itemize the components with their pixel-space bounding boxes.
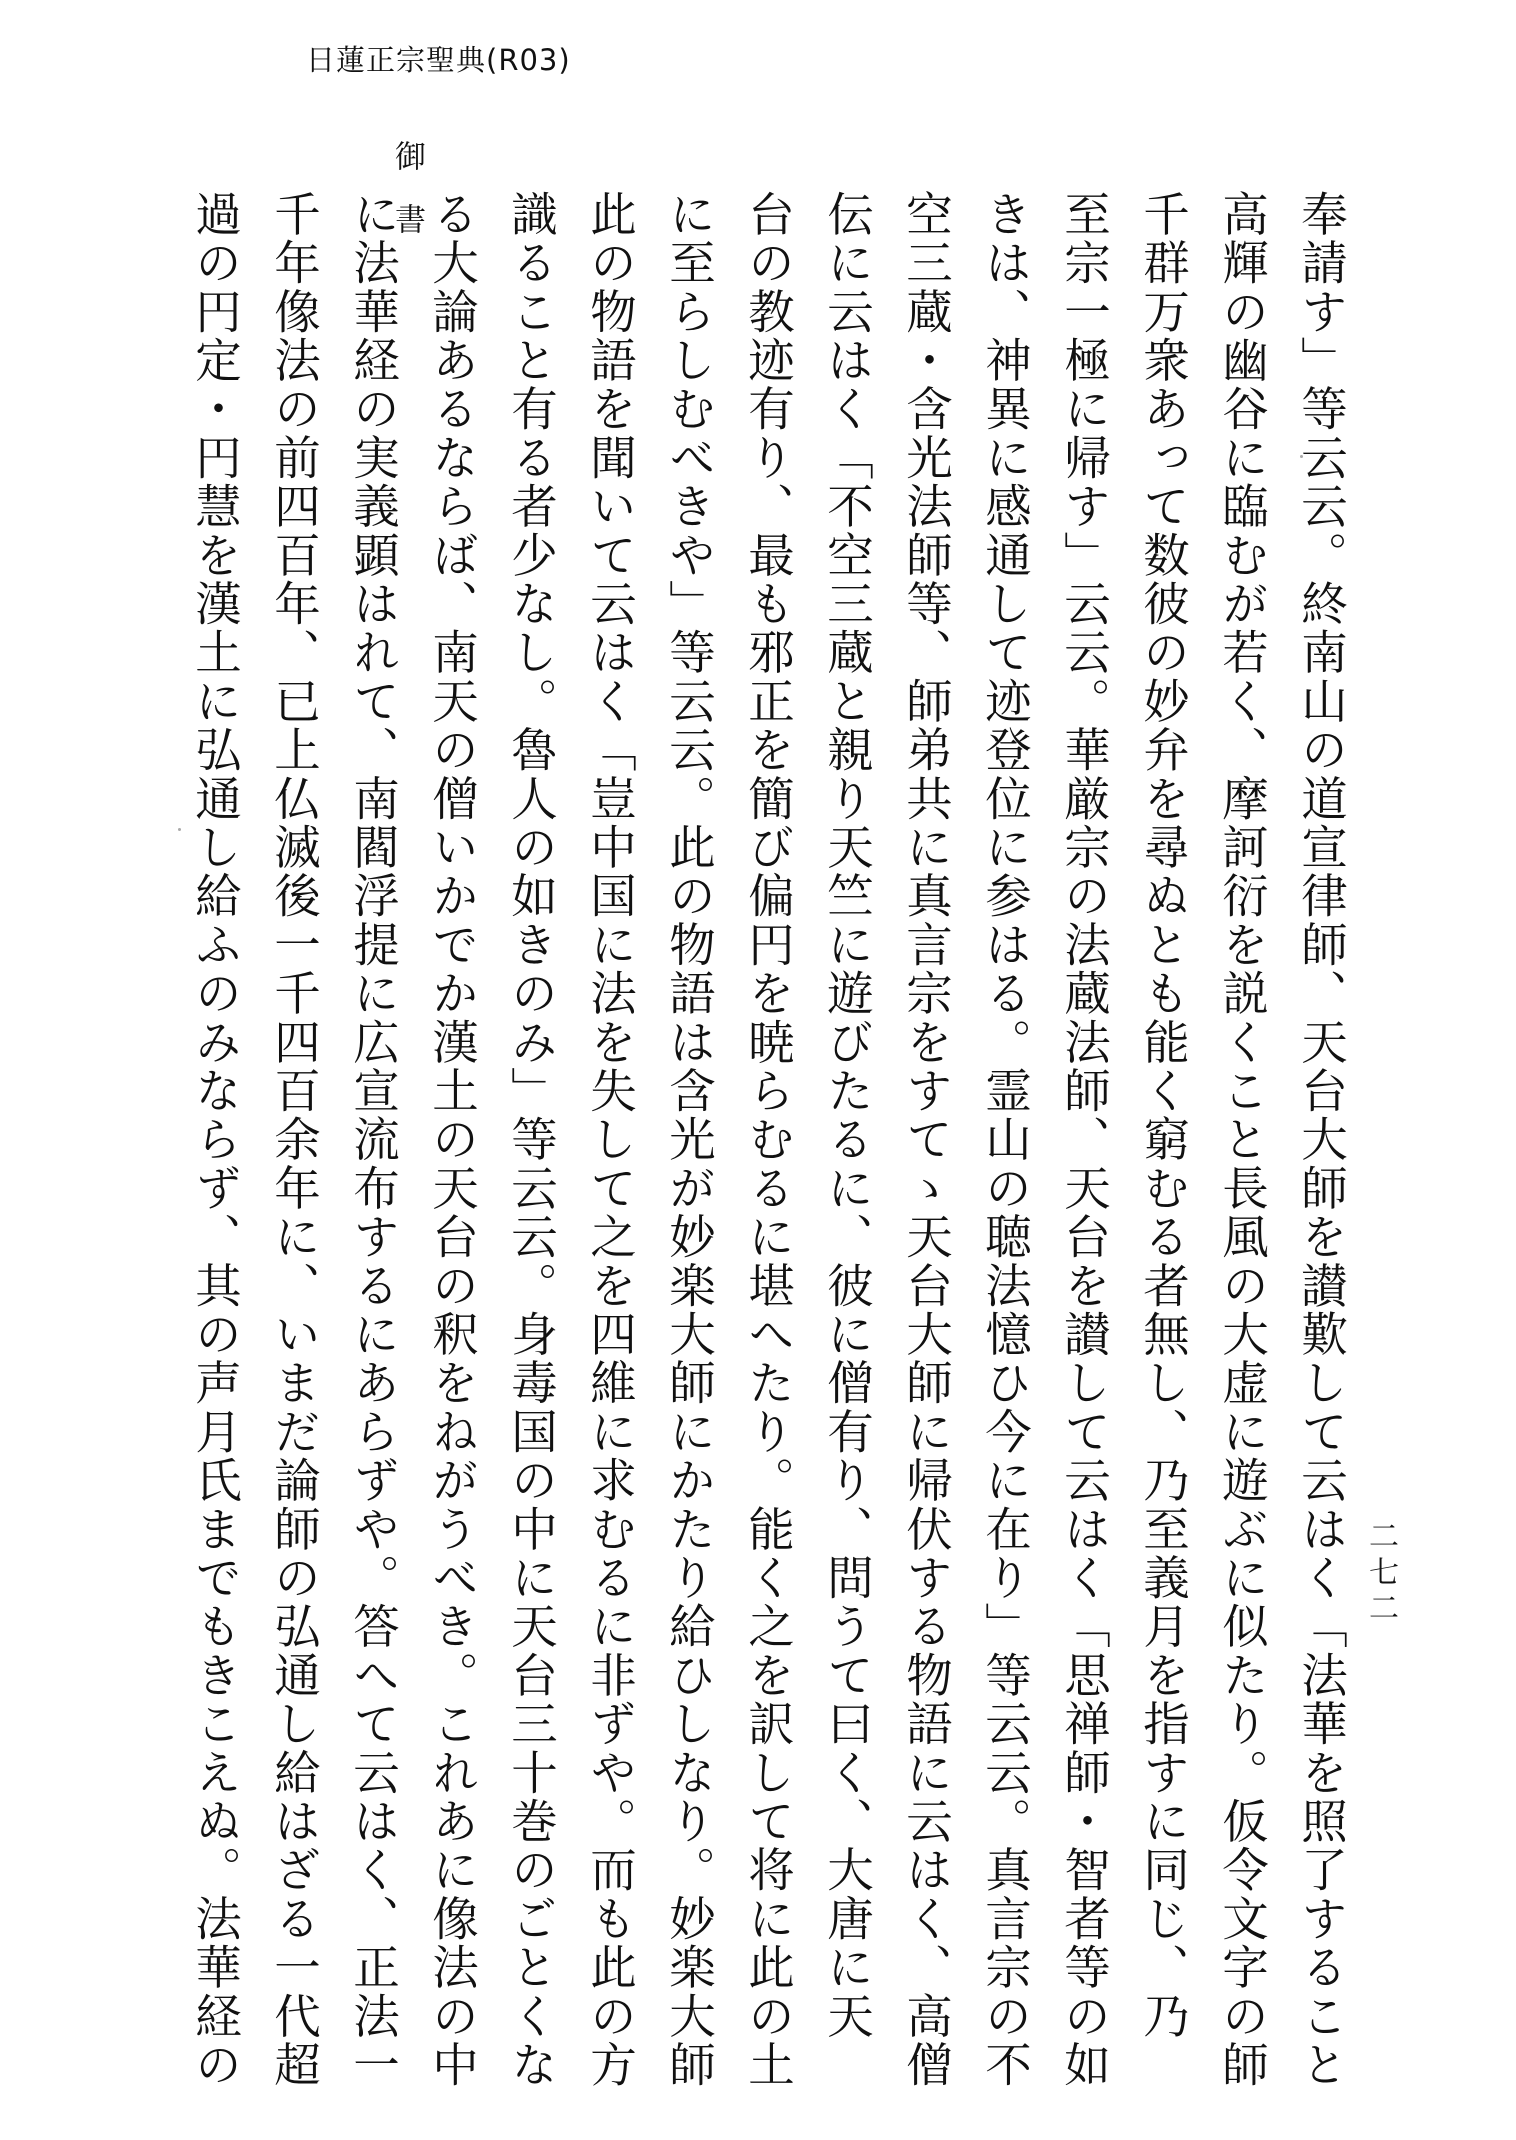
document-title: 日蓮正宗聖典(R03) [306, 43, 571, 77]
text-column: 空三蔵・含光法師等、師弟共に真言宗をすてゝ天台大師に帰伏する物語に云はく、高僧 [899, 190, 953, 2090]
text-column: る大論あるならば、南天の僧いかでか漢土の天台の釈をねがうべき。これあに像法の中 [425, 190, 479, 2090]
text-column: 識ること有る者少なし。魯人の如きのみ」等云云。身毒国の中に天台三十巻のごとくな [504, 190, 558, 2090]
vertical-body-text [188, 190, 1348, 2090]
text-column: 高輝の幽谷に臨むが若く、摩訶衍を説くこと長風の大虚に遊ぶに似たり。仮令文字の師 [1215, 190, 1269, 2090]
text-column: 奉請す」等云云。終南山の道宣律師、天台大師を讃歎して云はく「法華を照了すること [1294, 190, 1348, 2090]
text-column: 台の教迹有り、最も邪正を簡び偏円を暁らむるに堪へたり。能く之を訳して将に此の土 [741, 190, 795, 2090]
text-column: 過の円定・円慧を漢土に弘通し給ふのみならず、其の声月氏までもきこえぬ。法華経の [188, 190, 242, 2090]
text-column: 此の物語を聞いて云はく「豈中国に法を失して之を四維に求むるに非ずや。而も此の方 [583, 190, 637, 2090]
text-column: に至らしむべきや」等云云。此の物語は含光が妙楽大師にかたり給ひしなり。妙楽大師 [662, 190, 716, 2090]
text-column: 千群万衆あって数彼の妙弁を尋ぬとも能く窮むる者無し、乃至義月を指すに同じ、乃 [1136, 190, 1190, 2041]
book-section-label: 御書 [389, 140, 425, 266]
text-column: 伝に云はく「不空三蔵と親り天竺に遊びたるに、彼に僧有り、問うて曰く、大唐に天 [820, 190, 874, 2041]
text-column: に法華経の実義顕はれて、南閻浮提に広宣流布するにあらずや。答へて云はく、正法一 [346, 190, 400, 2090]
text-column: 至宗一極に帰す」云云。華厳宗の法蔵法師、天台を讃して云はく「思禅師・智者等の如 [1057, 190, 1111, 2090]
text-column: きは、神異に感通して迹登位に参はる。霊山の聴法憶ひ今に在り」等云云。真言宗の不 [978, 190, 1032, 2090]
page-number: 二七二 [1363, 1520, 1398, 1628]
text-column: 千年像法の前四百年、已上仏滅後一千四百余年に、いまだ論師の弘通し給はざる一代超 [267, 190, 321, 2090]
